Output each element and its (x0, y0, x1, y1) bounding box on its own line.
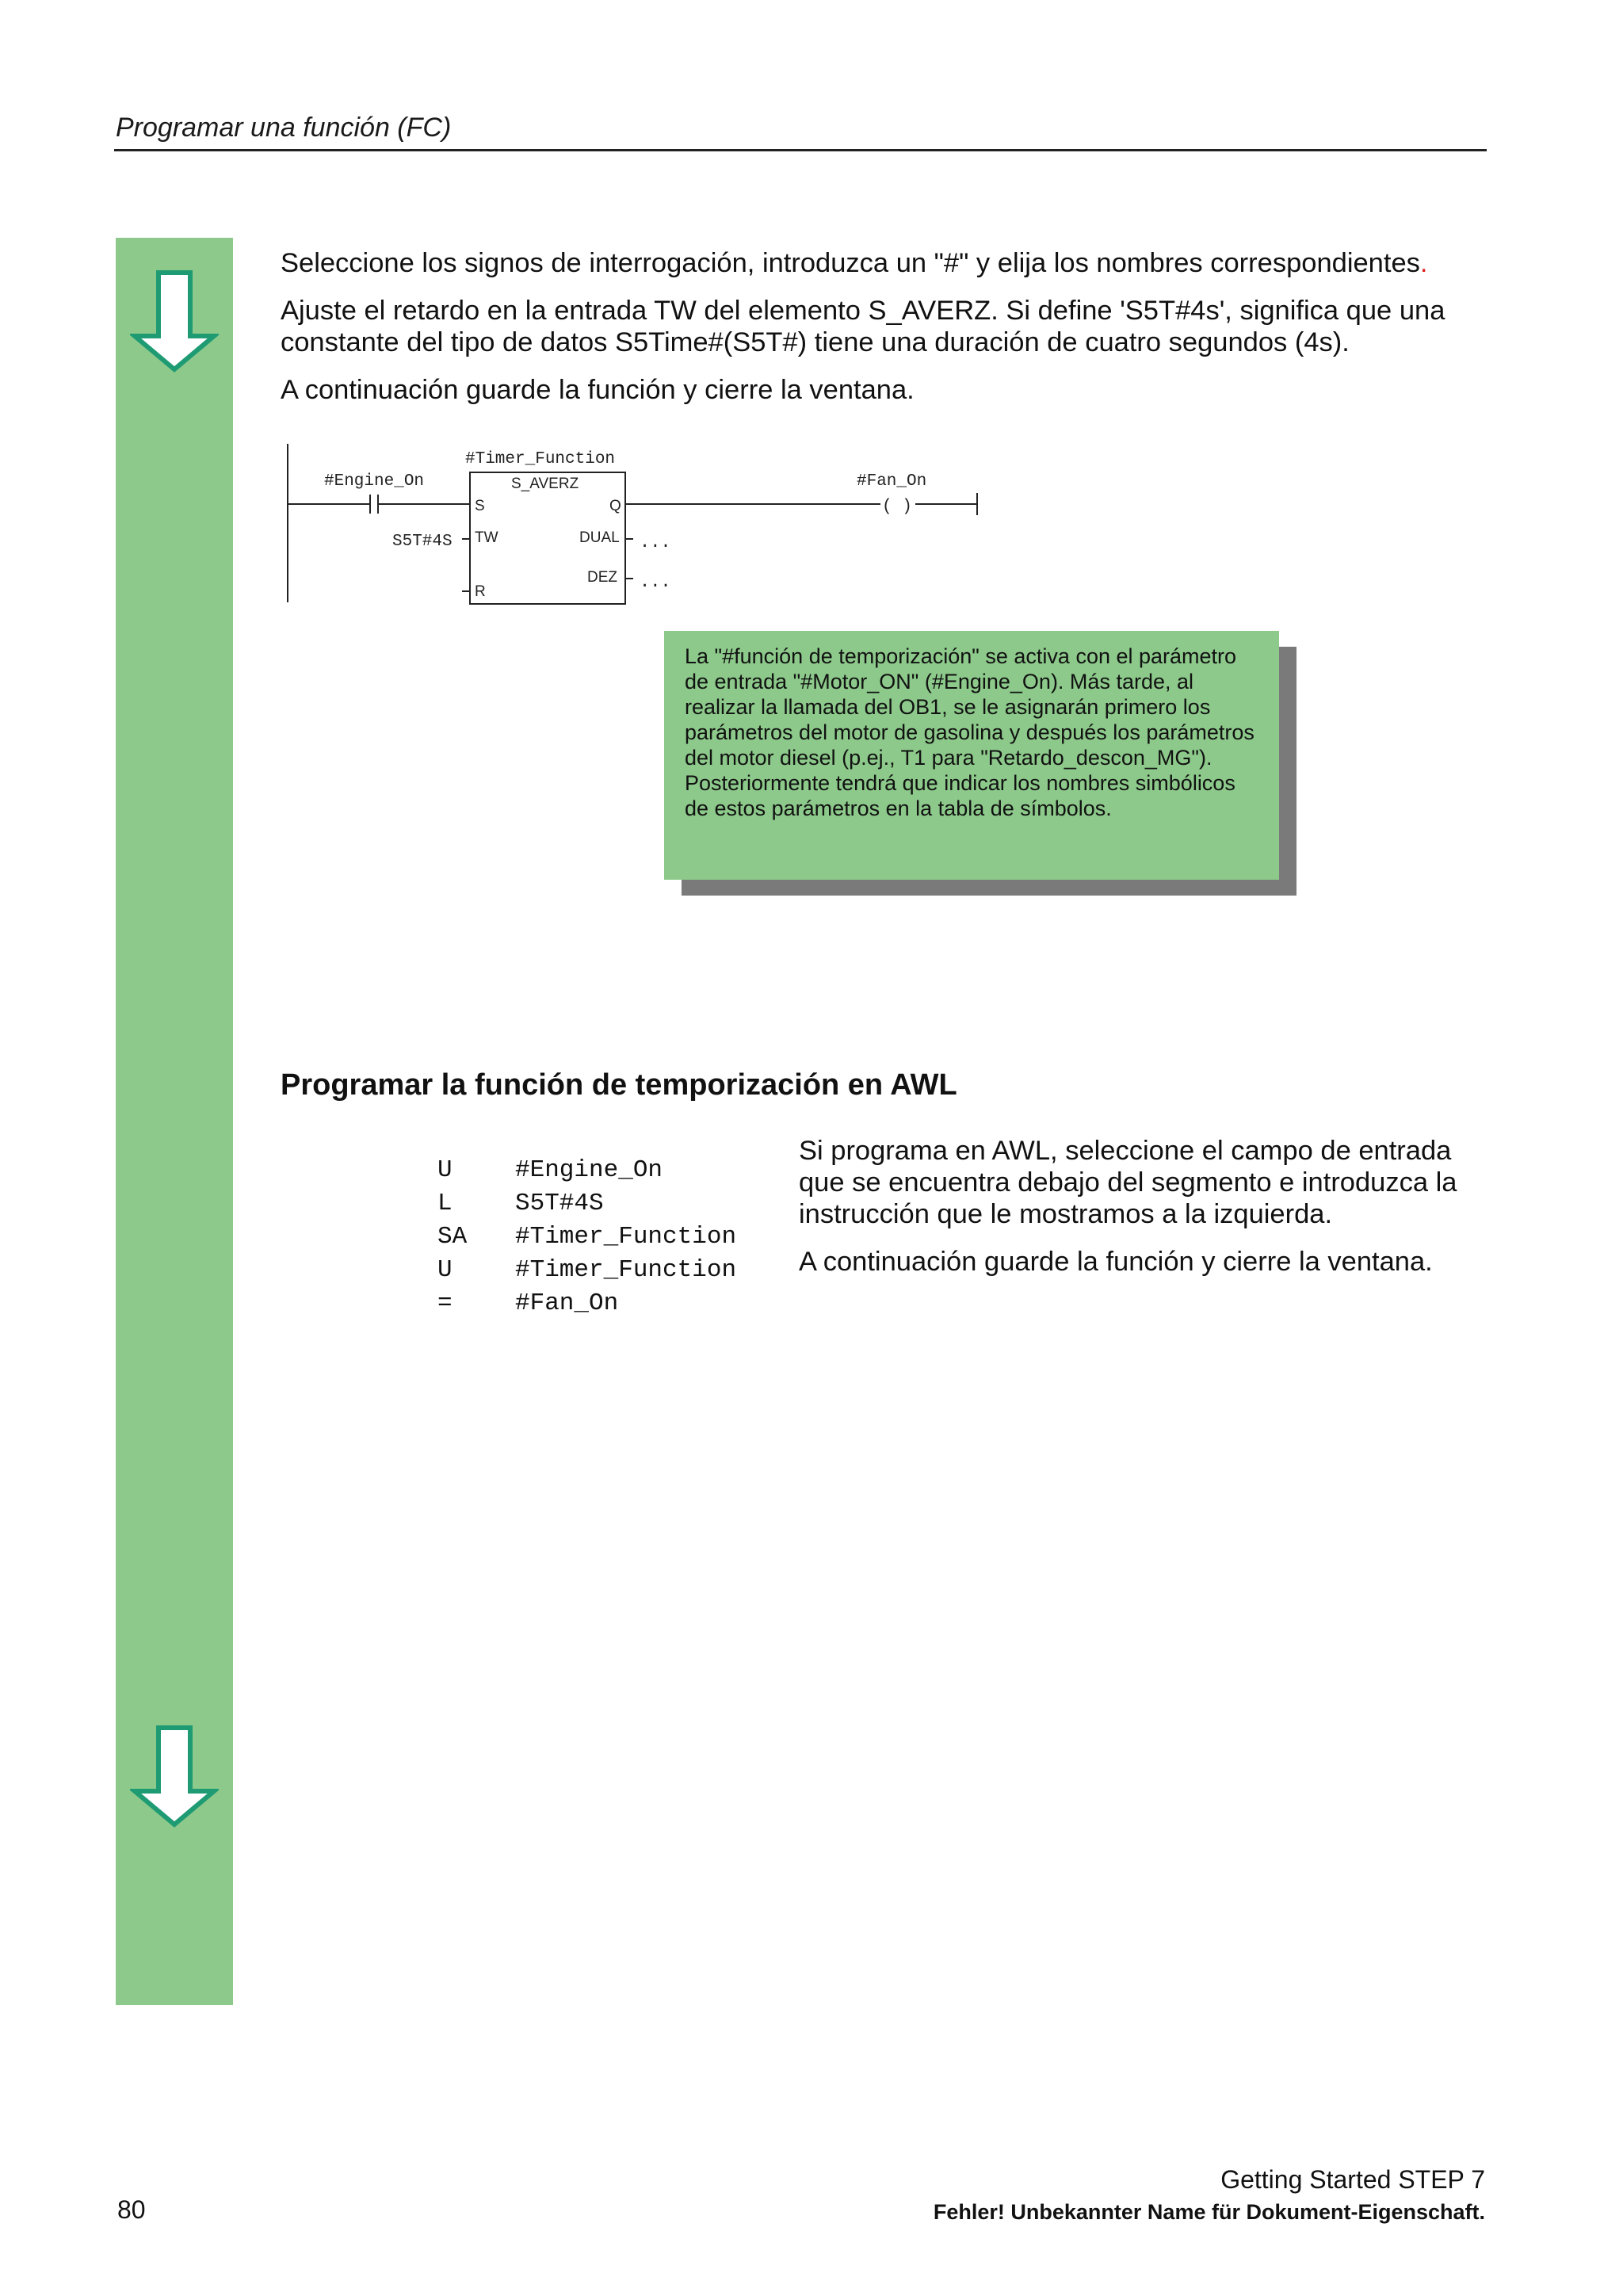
down-arrow-icon (130, 1725, 219, 1828)
awl-op: = (437, 1289, 453, 1317)
awl-op: U (437, 1256, 453, 1284)
contact-label: #Engine_On (324, 472, 425, 491)
dez-ellipsis: ... (640, 572, 671, 592)
coil-label: #Fan_On (857, 472, 927, 491)
intro-text-1-end: . (1419, 248, 1428, 278)
section-heading: Programar la función de temporización en AWL (281, 1068, 957, 1102)
callout-note (664, 631, 1279, 880)
page-header-title: Programar una función (FC) (116, 113, 452, 143)
pin-s-label: S (475, 498, 485, 514)
awl-operand: #Timer_Function (515, 1223, 737, 1251)
tw-value-label: S5T#4S (392, 533, 453, 551)
awl-line (437, 1254, 736, 1287)
pin-tw-label: TW (475, 529, 498, 546)
awl-op: L (437, 1190, 453, 1217)
header-divider (114, 149, 1487, 151)
awl-text-2: A continuación guarde la función y cierre la ventana. (799, 1247, 1433, 1277)
awl-line (437, 1187, 736, 1221)
callout-text: La "#función de temporización" se activa con el parámetro de entrada "#Motor_ON" (#Engine_On). Más tarde, al realizar la llamada del OB1, se le asignarán primero los parámetros del motor de gasolina y después los parámetros del motor diesel (p.ej., T1 para "Retardo_descon_MG"). Posteriormente tendrá que indicar los nombres simbólicos de estos parámetros en la tabla de símbolos. (685, 644, 1254, 820)
awl-op: SA (437, 1223, 468, 1251)
awl-operand: #Engine_On (515, 1156, 663, 1184)
intro-paragraph-2 (281, 295, 1485, 358)
awl-line (437, 1287, 736, 1320)
awl-operand: #Timer_Function (515, 1256, 737, 1284)
block-type-label: S_AVERZ (511, 476, 579, 492)
intro-text-1: Seleccione los signos de interrogación, introduzca un "#" y elija los nombres correspondientes (281, 248, 1420, 278)
awl-line (437, 1154, 736, 1187)
coil-symbol: ( ) (882, 498, 912, 516)
awl-operand: #Fan_On (515, 1289, 619, 1317)
pin-dez-label: DEZ (587, 569, 617, 586)
page-number: 80 (117, 2195, 146, 2224)
awl-op: U (437, 1156, 453, 1184)
pin-q-label: Q (609, 498, 621, 514)
pin-r-label: R (475, 583, 486, 600)
ladder-diagram (281, 444, 995, 610)
footer-doc-property: Fehler! Unbekannter Name für Dokument-Eigenschaft. (933, 2200, 1485, 2224)
awl-line (437, 1221, 736, 1254)
pin-dual-label: DUAL (579, 529, 620, 546)
intro-text-3: A continuación guarde la función y cierre la ventana. (281, 375, 915, 405)
awl-text-1: Si programa en AWL, seleccione el campo de entrada que se encuentra debajo del segmento e introduzca la instrucción que le mostramos a la izquierda. (799, 1136, 1457, 1229)
contact-symbol (370, 495, 378, 514)
awl-code-listing (437, 1154, 736, 1320)
intro-paragraph-3 (281, 374, 1485, 406)
down-arrow-icon (130, 269, 219, 372)
intro-paragraph-1 (281, 247, 1501, 279)
block-name-label: #Timer_Function (465, 450, 616, 468)
dual-ellipsis: ... (640, 533, 671, 552)
awl-operand: S5T#4S (515, 1190, 604, 1217)
intro-text-2: Ajuste el retardo en la entrada TW del elemento S_AVERZ. Si define 'S5T#4s', significa que una constante del tipo de datos S5Time#(S5T#) tiene una duración de cuatro segundos (4s). (281, 296, 1445, 357)
awl-explanation (799, 1135, 1496, 1278)
footer-doc-title: Getting Started STEP 7 (1220, 2165, 1485, 2194)
